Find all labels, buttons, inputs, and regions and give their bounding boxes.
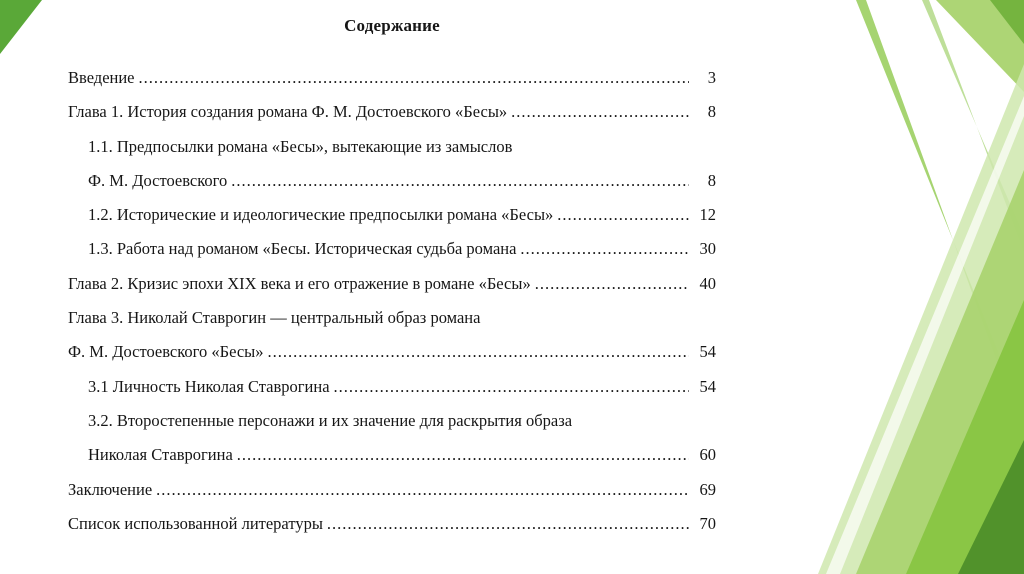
toc-entry	[68, 411, 716, 445]
corner-triangle-shape	[0, 0, 42, 54]
dot-leader	[231, 171, 689, 191]
toc-entry-page: 60	[699, 445, 716, 465]
toc-entry-page: 40	[699, 273, 716, 293]
toc-entry-page: 70	[699, 513, 716, 533]
dot-leader	[535, 274, 689, 294]
dot-leader	[334, 377, 689, 397]
decoration-fan-shape	[906, 300, 1024, 574]
toc-entry-page: 30	[699, 239, 716, 259]
toc-entry-page: 54	[699, 376, 716, 396]
toc-entry	[68, 514, 716, 548]
toc-entry-text: 3.2. Второстепенные персонажи и их значение для раскрытия образа	[88, 410, 573, 430]
dot-leader	[237, 445, 689, 465]
toc-entry-page: 12	[699, 205, 716, 225]
toc-entry-page: 69	[699, 479, 716, 499]
toc-entry-text: 3.1 Личность Николая Ставрогина	[88, 376, 330, 396]
decoration-wedge-shape	[990, 0, 1024, 44]
toc-entry-text: 1.1. Предпосылки романа «Бесы», вытекающие из замыслов	[88, 136, 513, 156]
toc-entry-text: Глава 3. Николай Ставрогин — центральный образ романа	[68, 308, 481, 328]
toc-entry-page: 54	[699, 342, 716, 362]
toc-entry-text: Список использованной литературы	[68, 513, 323, 533]
toc-entry-page: 8	[707, 102, 716, 122]
toc-entry	[68, 377, 716, 411]
decoration-slit-shape	[826, 96, 1024, 574]
toc-entry-text: Заключение	[68, 479, 153, 499]
toc-entry	[68, 102, 716, 136]
toc-entry	[68, 68, 716, 102]
dot-leader	[511, 102, 689, 122]
dot-leader	[327, 514, 689, 534]
dot-leader	[139, 68, 689, 88]
toc-entry-text: 1.3. Работа над романом «Бесы. Историческая судьба романа	[88, 239, 517, 259]
dot-leader	[557, 205, 689, 225]
toc-entry	[68, 137, 716, 171]
toc-entry-text: Ф. М. Достоевского «Бесы»	[68, 342, 264, 362]
toc-entry	[68, 308, 716, 342]
toc-entry-page: 3	[707, 68, 716, 87]
toc-entry-text: 1.2. Исторические и идеологические предпосылки романа «Бесы»	[88, 205, 554, 225]
dot-leader	[520, 239, 689, 259]
decoration-fan-shape	[818, 64, 1024, 574]
toc-entry-page: 8	[707, 170, 716, 190]
decoration-fan-shape	[958, 440, 1024, 574]
toc-entry	[68, 205, 716, 239]
slide-title: Содержание	[344, 16, 440, 35]
toc-entry-text: Глава 1. История создания романа Ф. М. Достоевского «Бесы»	[68, 102, 508, 122]
decoration-ray-shape	[922, 0, 1024, 252]
table-of-contents	[68, 68, 716, 548]
dot-leader	[156, 480, 689, 500]
dot-leader	[268, 342, 689, 362]
toc-entry	[68, 274, 716, 308]
toc-content	[68, 16, 716, 548]
toc-entry	[68, 171, 716, 205]
decoration-wedge-shape	[936, 0, 1024, 92]
decoration-fan-shape	[856, 170, 1024, 574]
toc-entry-text: Введение	[68, 68, 135, 87]
toc-entry-text: Ф. М. Достоевского	[88, 170, 228, 190]
decoration-ray-shape	[856, 0, 1024, 436]
toc-entry-text: Глава 2. Кризис эпохи XIX века и его отражение в романе «Бесы»	[68, 273, 531, 293]
toc-entry	[68, 480, 716, 514]
toc-entry	[68, 239, 716, 273]
toc-entry-text: Николая Ставрогина	[88, 445, 233, 465]
toc-entry	[68, 445, 716, 479]
toc-entry	[68, 342, 716, 376]
